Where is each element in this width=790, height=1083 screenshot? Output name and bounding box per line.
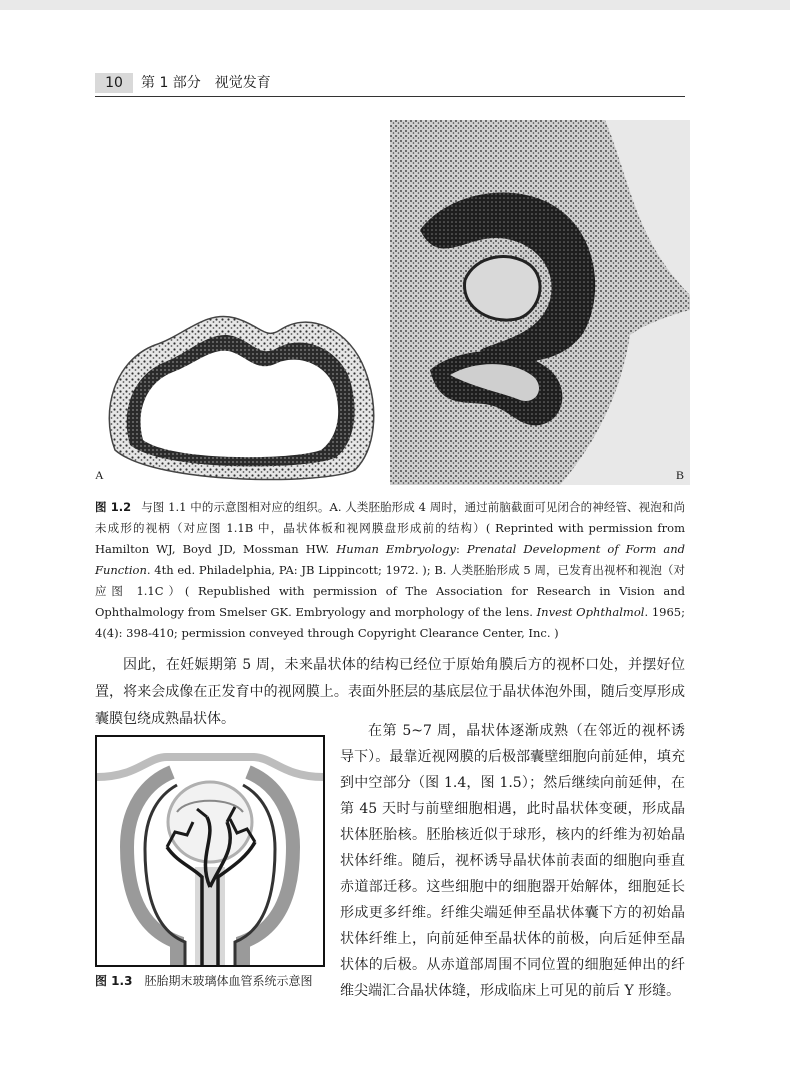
caption-italic-title1: Human Embryology xyxy=(336,542,456,556)
figure-1-2b-image xyxy=(390,120,690,485)
caption-italic-title2: Prenatal Development of Form and Function xyxy=(95,542,685,577)
body-paragraph-2-container xyxy=(340,718,685,1004)
caption-text-part1: 与图 1.1 中的示意图相对应的组织。A. 人类胚胎形成 4 周时，通过前脑截面可见闭合的神经管、视泡和尚未成形的视柄（对应图 1.1B 中，晶状体板和视网膜盘形成前的结构）( Reprinted with permission from Hamilton WJ, Boyd JD, Mossman HW. xyxy=(95,500,685,556)
page-number: 10 xyxy=(95,73,133,93)
figure-1-3-caption-label: 图 1.3 xyxy=(95,974,133,988)
figure-1-3-caption xyxy=(95,972,312,989)
page-header xyxy=(95,70,685,97)
caption-separator: : xyxy=(455,542,467,556)
caption-text-part2: . 4th ed. Philadelphia, PA: JB Lippincott; 1972. ); B. 人类胚胎形成 5 周，已发育出视杯和视泡（对应图 1.1C）( Republished with permission of The Association for Research in Vision and Ophthalmology from Smelser GK. Embryology and morphology of the lens. xyxy=(95,563,685,619)
body-paragraph-1: 因此，在妊娠期第 5 周，未来晶状体的结构已经位于原始角膜后方的视杯口处，并摆好位置，将来会成像在正发育中的视网膜上。表面外胚层的基底层位于晶状体泡外围，随后变厚形成囊膜包绕成熟晶状体。 xyxy=(95,657,685,727)
figure-1-2-caption xyxy=(95,497,685,644)
body-paragraph-2: 在第 5~7 周，晶状体逐渐成熟（在邻近的视杯诱导下）。最靠近视网膜的后极部囊壁细胞向前延伸，填充到中空部分（图 1.4，图 1.5）；然后继续向前延伸，在第 45 天时与前壁细胞相遇，此时晶状体变硬，形成晶状体胚胎核。胚胎核近似于球形，核内的纤维为初始晶状体纤维。随后，视杯诱导晶状体前表面的细胞向垂直赤道部迁移。这些细胞中的细胞器开始解体，细胞延长形成更多纤维。纤维尖端延伸至晶状体囊下方的初始晶状体纤维上，向前延伸至晶状体的前极，向后延伸至晶状体的后极。从赤道部周围不同位置的细胞延伸出的纤维尖端汇合晶状体缝，形成临床上可见的前后 Y 形缝。 xyxy=(340,723,685,999)
top-bar xyxy=(0,0,790,10)
figure-1-2-label-a: A xyxy=(95,468,104,482)
figure-1-2-caption-label: 图 1.2 xyxy=(95,500,132,514)
figure-1-2a-image xyxy=(95,300,380,485)
caption-text-part3: . 1965; 4(4): 398-410; permission conveyed through Copyright Clearance Center, Inc. ) xyxy=(95,605,685,640)
figure-1-3-caption-text: 胚胎期末玻璃体血管系统示意图 xyxy=(144,974,313,988)
running-title: 第 1 部分 视觉发育 xyxy=(141,75,271,91)
caption-italic-journal: Invest Ophthalmol xyxy=(536,605,645,619)
figure-1-3-image xyxy=(95,735,325,967)
figure-1-2-label-b: B xyxy=(676,468,685,482)
